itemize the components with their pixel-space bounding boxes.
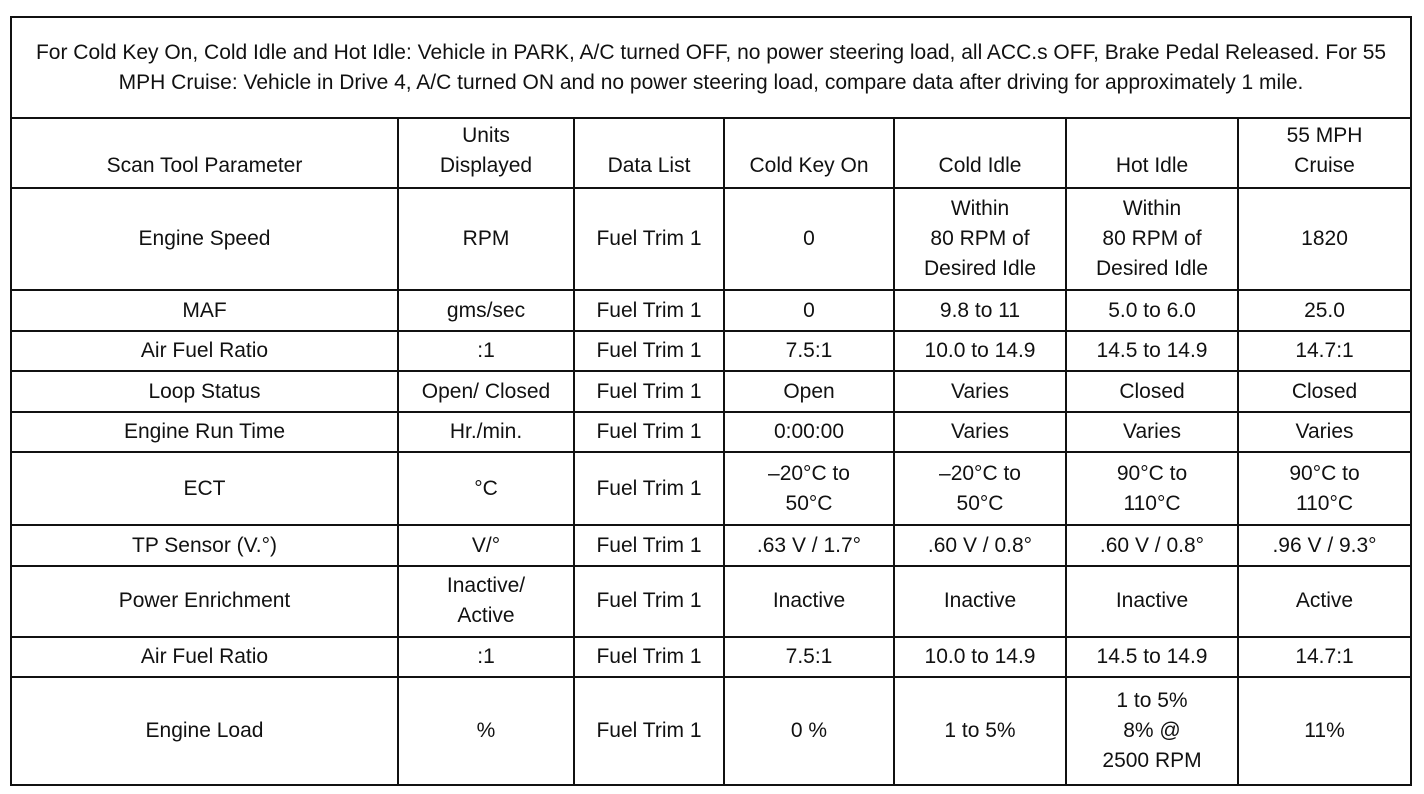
cell-data-list: Fuel Trim 1 (574, 371, 724, 412)
cell-55mph-cruise: 11% (1238, 677, 1411, 785)
cell-parameter: Loop Status (11, 371, 398, 412)
cell-55mph-cruise: 25.0 (1238, 290, 1411, 331)
cell-cold-idle: Inactive (894, 566, 1066, 637)
table-row (11, 677, 1411, 785)
cell-cold-idle: 10.0 to 14.9 (894, 637, 1066, 678)
cell-55mph-cruise: 90°C to 110°C (1238, 452, 1411, 525)
cell-hot-idle: 1 to 5% 8% @ 2500 RPM (1066, 677, 1238, 785)
col-header-hot-idle: Hot Idle (1066, 118, 1238, 188)
cell-parameter: ECT (11, 452, 398, 525)
cell-parameter: TP Sensor (V.°) (11, 525, 398, 566)
cell-hot-idle: 90°C to 110°C (1066, 452, 1238, 525)
cell-cold-idle: Varies (894, 371, 1066, 412)
cell-data-list: Fuel Trim 1 (574, 188, 724, 290)
table-row (11, 637, 1411, 678)
cell-parameter: Power Enrichment (11, 566, 398, 637)
cell-cold-idle: 1 to 5% (894, 677, 1066, 785)
cell-55mph-cruise: 14.7:1 (1238, 637, 1411, 678)
cell-55mph-cruise: Varies (1238, 412, 1411, 453)
col-header-parameter: Scan Tool Parameter (11, 118, 398, 188)
table-row (11, 290, 1411, 331)
col-header-units: Units Displayed (398, 118, 574, 188)
cell-units: Hr./min. (398, 412, 574, 453)
cell-data-list: Fuel Trim 1 (574, 566, 724, 637)
cell-units: RPM (398, 188, 574, 290)
cell-cold-key-on: 0 (724, 290, 894, 331)
cell-units: °C (398, 452, 574, 525)
test-conditions-note: For Cold Key On, Cold Idle and Hot Idle: Vehicle in PARK, A/C turned OFF, no power steering load, all ACC.s OFF, Brake Pedal Released. For 55 MPH Cruise: Vehicle in Drive 4, A/C turned ON and no power steering load, compare data after driving for approximately 1 mile. (11, 17, 1411, 118)
cell-data-list: Fuel Trim 1 (574, 637, 724, 678)
cell-units: V/° (398, 525, 574, 566)
cell-parameter: Engine Run Time (11, 412, 398, 453)
cell-hot-idle: 5.0 to 6.0 (1066, 290, 1238, 331)
table-row (11, 412, 1411, 453)
cell-hot-idle: 14.5 to 14.9 (1066, 637, 1238, 678)
col-header-55mph-cruise: 55 MPH Cruise (1238, 118, 1411, 188)
cell-parameter: MAF (11, 290, 398, 331)
notes-row (11, 17, 1411, 118)
cell-55mph-cruise: 14.7:1 (1238, 331, 1411, 372)
cell-parameter: Engine Load (11, 677, 398, 785)
cell-cold-key-on: .63 V / 1.7° (724, 525, 894, 566)
cell-hot-idle: .60 V / 0.8° (1066, 525, 1238, 566)
table-row (11, 371, 1411, 412)
cell-units: gms/sec (398, 290, 574, 331)
col-header-data-list: Data List (574, 118, 724, 188)
col-header-cold-idle: Cold Idle (894, 118, 1066, 188)
cell-data-list: Fuel Trim 1 (574, 452, 724, 525)
cell-parameter: Air Fuel Ratio (11, 331, 398, 372)
cell-cold-key-on: Inactive (724, 566, 894, 637)
cell-data-list: Fuel Trim 1 (574, 525, 724, 566)
cell-units: % (398, 677, 574, 785)
cell-hot-idle: Inactive (1066, 566, 1238, 637)
scan-data-sheet (10, 16, 1410, 786)
cell-cold-key-on: 7.5:1 (724, 637, 894, 678)
cell-cold-key-on: 0 (724, 188, 894, 290)
cell-data-list: Fuel Trim 1 (574, 677, 724, 785)
cell-55mph-cruise: Active (1238, 566, 1411, 637)
cell-55mph-cruise: .96 V / 9.3° (1238, 525, 1411, 566)
cell-55mph-cruise: Closed (1238, 371, 1411, 412)
table-row (11, 525, 1411, 566)
cell-cold-key-on: Open (724, 371, 894, 412)
table-row (11, 331, 1411, 372)
scan-tool-data-table (10, 16, 1412, 786)
cell-55mph-cruise: 1820 (1238, 188, 1411, 290)
header-row (11, 118, 1411, 188)
cell-hot-idle: 14.5 to 14.9 (1066, 331, 1238, 372)
cell-data-list: Fuel Trim 1 (574, 331, 724, 372)
cell-cold-key-on: –20°C to 50°C (724, 452, 894, 525)
cell-units: Inactive/ Active (398, 566, 574, 637)
cell-parameter: Air Fuel Ratio (11, 637, 398, 678)
cell-cold-idle: –20°C to 50°C (894, 452, 1066, 525)
cell-hot-idle: Varies (1066, 412, 1238, 453)
cell-units: Open/ Closed (398, 371, 574, 412)
cell-cold-key-on: 7.5:1 (724, 331, 894, 372)
cell-hot-idle: Closed (1066, 371, 1238, 412)
cell-cold-idle: 10.0 to 14.9 (894, 331, 1066, 372)
cell-parameter: Engine Speed (11, 188, 398, 290)
table-row (11, 188, 1411, 290)
table-row (11, 566, 1411, 637)
cell-hot-idle: Within 80 RPM of Desired Idle (1066, 188, 1238, 290)
cell-data-list: Fuel Trim 1 (574, 290, 724, 331)
cell-cold-idle: Within 80 RPM of Desired Idle (894, 188, 1066, 290)
cell-cold-key-on: 0:00:00 (724, 412, 894, 453)
cell-data-list: Fuel Trim 1 (574, 412, 724, 453)
col-header-cold-key-on: Cold Key On (724, 118, 894, 188)
cell-cold-idle: Varies (894, 412, 1066, 453)
cell-cold-idle: 9.8 to 11 (894, 290, 1066, 331)
cell-units: :1 (398, 331, 574, 372)
cell-cold-key-on: 0 % (724, 677, 894, 785)
cell-units: :1 (398, 637, 574, 678)
table-row (11, 452, 1411, 525)
cell-cold-idle: .60 V / 0.8° (894, 525, 1066, 566)
